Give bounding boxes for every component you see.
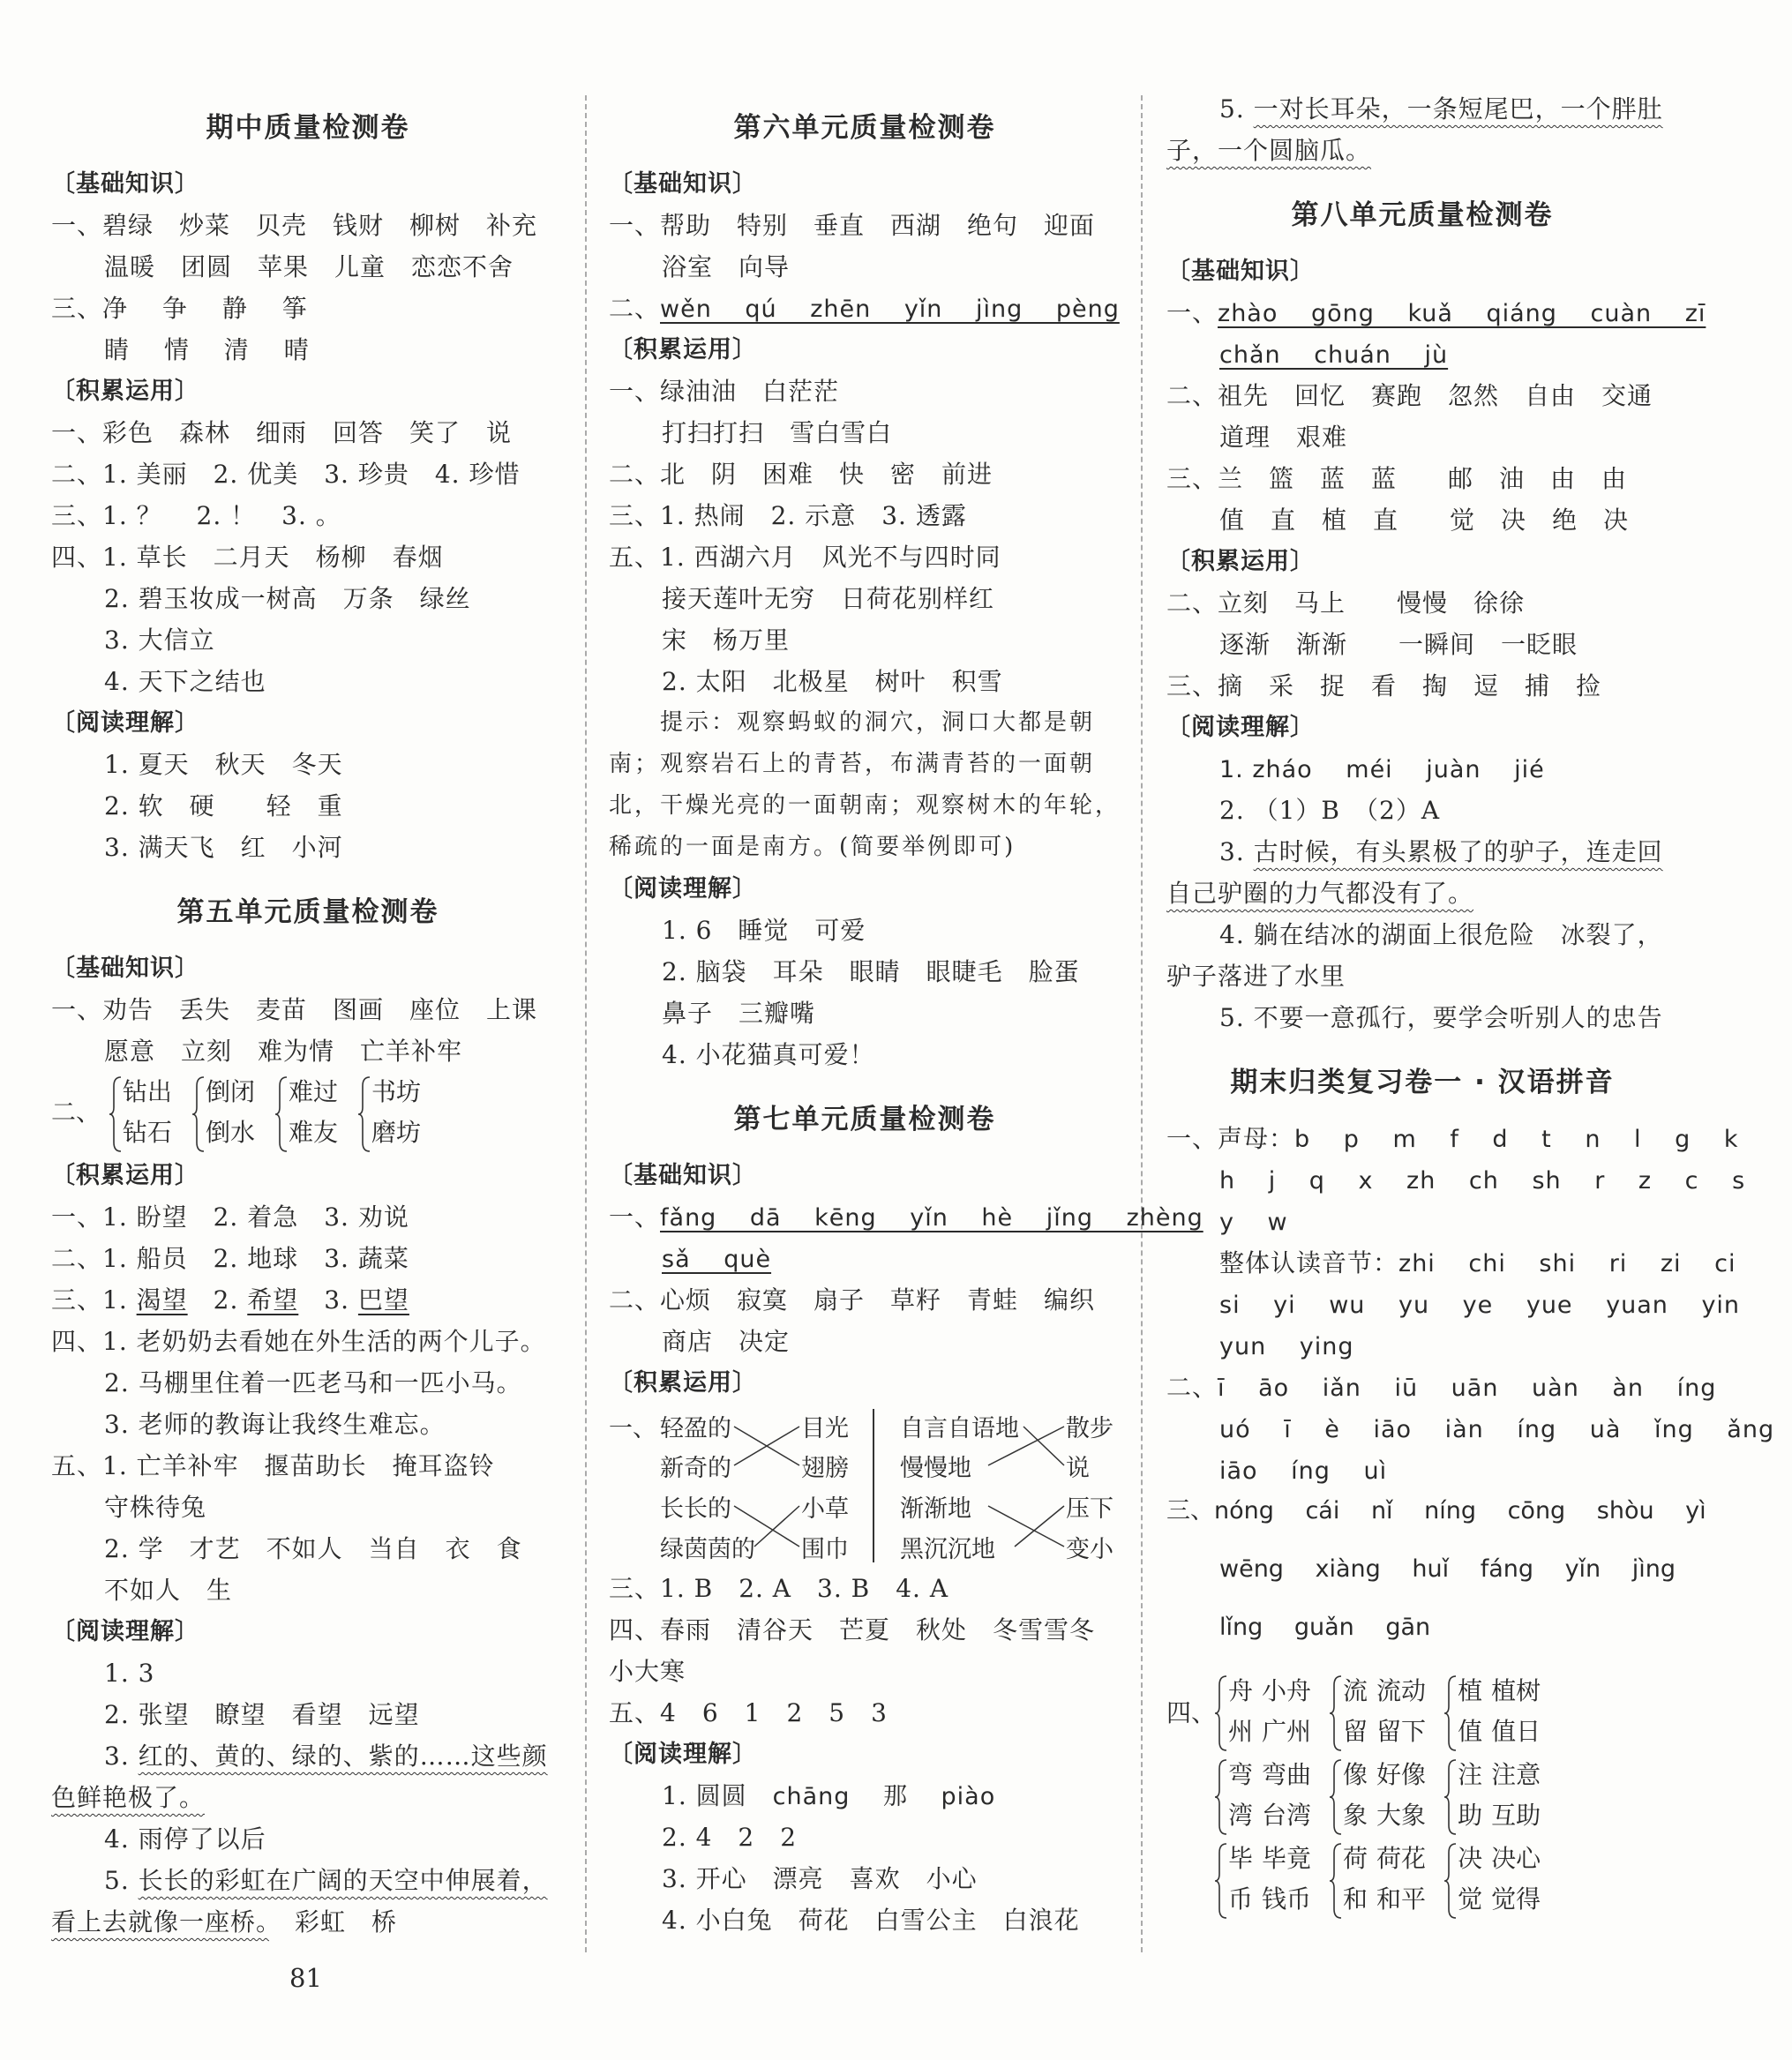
- word-pair: [1329, 1671, 1368, 1752]
- pair-item: 值: [1458, 1717, 1483, 1746]
- answer-line: 二、北 阴 困难 快 密 前进: [609, 460, 993, 489]
- answer-line: 二、wěn qú zhēn yǐn jìng pèng: [609, 294, 1120, 323]
- answer-line: 2. 脑袋 耳朵 眼睛 眼睫毛 脸蛋: [662, 957, 1080, 986]
- answer-line: 守株待兔: [104, 1493, 207, 1522]
- pinyin-text: wēng xiàng huǐ fáng yǐn jìng: [1219, 1555, 1676, 1583]
- answer-line: 五、4 6 1 2 5 3: [609, 1698, 888, 1727]
- pinyin-text: fǎng dā kēng yǐn hè jǐng zhèng: [660, 1204, 1203, 1232]
- answer-line: 2. （1）B （2）A: [1219, 796, 1441, 825]
- word-pair: [1443, 1839, 1482, 1920]
- answer-line: 3. 大信立: [104, 625, 215, 655]
- answer-line: 4. 小花猫真可爱！: [662, 1040, 875, 1069]
- answer-line: 五、1. 西湖六月 风光不与四时同: [609, 543, 1001, 572]
- pair-item: 觉得: [1491, 1884, 1541, 1914]
- answer-line: 接天莲叶无穷 日荷花别样红: [662, 584, 995, 613]
- answer-line: 一、碧绿 炒菜 贝壳 钱财 柳树 补充: [51, 211, 538, 240]
- pinyin-text: nóng cái nǐ níng cōng shòu yì: [1214, 1497, 1706, 1524]
- match-item: 慢慢地: [900, 1455, 971, 1482]
- answer-line: 2. 4 2 2: [662, 1823, 798, 1852]
- match-item: 翅膀: [801, 1455, 849, 1482]
- answer-line: 5. 一对长耳朵，一条短尾巴，一个胖肚: [1219, 94, 1663, 124]
- answer-line: 二、ī āo iǎn iū uān uàn àn íng: [1166, 1373, 1717, 1402]
- pair-item: 好像: [1376, 1760, 1427, 1789]
- pair-item: 钱币: [1262, 1884, 1312, 1914]
- word-pair: [1329, 1839, 1368, 1920]
- pair-item: 州: [1228, 1717, 1254, 1746]
- answer-line: 3. 开心 漂亮 喜欢 小心: [662, 1864, 978, 1893]
- pinyin-text: b p m f d t n l g k: [1294, 1126, 1739, 1153]
- answer-line: 5. 不要一意孤行，要学会听别人的忠告: [1219, 1003, 1663, 1032]
- pinyin-text: chǎn chuán jù: [1219, 341, 1449, 369]
- answer-line: 3. 满天飞 红 小河: [104, 833, 343, 862]
- pinyin-text: ī āo iǎn iū uān uàn àn íng: [1218, 1375, 1717, 1402]
- pair-words: [1376, 1755, 1426, 1836]
- pair-item: 币: [1228, 1884, 1254, 1914]
- match-item: 目光: [801, 1415, 849, 1442]
- brace-icon: [1443, 1671, 1458, 1752]
- pair-item: 决心: [1491, 1844, 1541, 1873]
- match-item: 说: [1066, 1455, 1090, 1482]
- hint-text: 稀疏的一面是南方。(简要举例即可): [609, 834, 1016, 860]
- word-pair: [109, 1072, 172, 1153]
- match-item: 围巾: [801, 1536, 849, 1563]
- groups-row: [1166, 1671, 1678, 1755]
- pair-item: 觉: [1458, 1884, 1483, 1914]
- subsection-heading: 〔积累运用〕: [51, 378, 199, 405]
- pair-item: 注: [1458, 1760, 1483, 1789]
- pairs-label: 二、: [51, 1097, 101, 1127]
- answer-line: [1166, 1325, 1678, 1367]
- pair-item: 和平: [1376, 1884, 1427, 1914]
- column-2: [609, 84, 1203, 1941]
- answer-line: 一、劝告 丢失 麦苗 图画 座位 上课: [51, 995, 538, 1024]
- word-pair: [357, 1072, 421, 1153]
- pair-item: 小舟: [1262, 1676, 1312, 1705]
- section-title-midterm: 期中质量检测卷: [206, 112, 410, 144]
- pinyin-text: wěn qú zhēn yǐn jìng pèng: [660, 296, 1120, 323]
- tone-mark-row: [1166, 1607, 1678, 1666]
- subsection-heading: 〔积累运用〕: [609, 1369, 757, 1397]
- pair-item: 留: [1343, 1717, 1368, 1746]
- pair-item: 毕: [1228, 1844, 1254, 1873]
- hint-text: 南；观察岩石上的青苔，布满青苔的一面朝: [609, 751, 1096, 777]
- pair-item: 植: [1458, 1676, 1483, 1705]
- answer-line: 值 直 植 直 觉 决 绝 决: [1219, 506, 1630, 535]
- pair-item: 弯曲: [1262, 1760, 1312, 1789]
- pair-item: 倒水: [205, 1118, 255, 1147]
- answer-line: 三、1. 热闹 2. 示意 3. 透露: [609, 501, 967, 530]
- answer-line: 小大寒: [609, 1657, 686, 1686]
- column-divider-2: [1141, 95, 1143, 1952]
- pinyin-text: iāo íng uì: [1219, 1457, 1388, 1485]
- word-pair: [274, 1072, 338, 1153]
- answer-line: [609, 1238, 1121, 1279]
- answer-line: [1166, 1449, 1678, 1491]
- answer-line: 5. 长长的彩虹在广阔的天空中伸展着，: [104, 1866, 548, 1895]
- pair-item: 倒闭: [205, 1077, 255, 1106]
- answer-line: 睛 情 清 晴: [104, 335, 310, 364]
- section-title-unit8: 第八单元质量检测卷: [1291, 199, 1554, 231]
- answer-line: 一、帮助 特别 垂直 西湖 绝句 迎面: [609, 211, 1096, 240]
- pair-item: 钻石: [122, 1118, 172, 1147]
- answer-line: [1166, 1408, 1775, 1449]
- subsection-heading: 〔阅读理解〕: [609, 875, 757, 903]
- word-pair: [1214, 1671, 1253, 1752]
- word-pair: [1443, 1755, 1482, 1836]
- pair-words: [1262, 1839, 1311, 1920]
- pair-item: 留下: [1376, 1717, 1427, 1746]
- answer-line: 一、1. 盼望 2. 着急 3. 劝说: [51, 1202, 409, 1232]
- wavy-underlined-text: 色鲜艳极了。: [51, 1783, 206, 1812]
- subsection-heading: 〔基础知识〕: [51, 170, 199, 198]
- page-number: 81: [289, 1963, 322, 1993]
- answer-line: 打扫打扫 雪白雪白: [662, 418, 893, 447]
- answer-line: [1166, 1284, 1741, 1325]
- answer-line: [1166, 333, 1678, 375]
- wavy-underlined-text: 古时候，有头累极了的驴子，连走回: [1253, 837, 1663, 866]
- answer-line: 不如人 生: [104, 1576, 233, 1605]
- match-item: 变小: [1066, 1536, 1113, 1563]
- pair-item: 和: [1343, 1884, 1368, 1914]
- answer-line: 4. 雨停了以后: [104, 1824, 266, 1854]
- answer-line: 浴室 向导: [662, 252, 791, 281]
- wavy-underlined-text: 红的、黄的、绿的、紫的……这些颜: [138, 1742, 548, 1771]
- wavy-underlined-text: 自己驴圈的力气都没有了。: [1166, 879, 1474, 908]
- match-item: 新奇的: [660, 1455, 731, 1482]
- brace-icon: [1329, 1839, 1343, 1920]
- pinyin-text: uó ī è iāo iàn íng uà ǐng ǎng: [1219, 1416, 1775, 1443]
- groups-row: [1166, 1755, 1678, 1839]
- word-pair: [191, 1072, 255, 1153]
- brace-icon: [1214, 1671, 1228, 1752]
- pair-item: 荷: [1343, 1844, 1368, 1873]
- pair-item: 值日: [1491, 1717, 1541, 1746]
- pair-item: 流: [1343, 1676, 1368, 1705]
- answer-line: 三、1. 渴望 2. 希望 3. 巴望: [51, 1285, 409, 1315]
- column-divider-1: [585, 95, 587, 1952]
- pinyin-text: zhào gōng kuǎ qiáng cuàn zī: [1218, 300, 1706, 327]
- answer-line: 五、1. 亡羊补牢 揠苗助长 掩耳盗铃: [51, 1451, 495, 1480]
- answer-line: 3. 红的、黄的、绿的、紫的……这些颜: [104, 1742, 548, 1771]
- pair-words: [1491, 1839, 1541, 1920]
- groups-label: 四、: [1166, 1698, 1217, 1727]
- answer-line: 三、兰 篮 蓝 蓝 邮 油 由 由: [1166, 464, 1628, 493]
- answer-line: 二、1. 船员 2. 地球 3. 蔬菜: [51, 1244, 409, 1273]
- pair-item: 磨坊: [371, 1118, 421, 1147]
- homophone-groups: [1166, 1671, 1678, 1922]
- answer-line: [1166, 1159, 1746, 1201]
- answer-line: 看上去就像一座桥。 彩虹 桥: [51, 1907, 398, 1936]
- brace-icon: [1443, 1755, 1458, 1836]
- answer-line: 3. 老师的教诲让我终生难忘。: [104, 1410, 446, 1439]
- matching-exercise: [609, 1404, 1121, 1568]
- tone-mark-row: [1166, 1549, 1678, 1607]
- hint-text: 提示：观察蚂蚁的洞穴，洞口大都是朝: [609, 709, 1096, 736]
- pair-item: 台湾: [1262, 1801, 1312, 1830]
- pair-item: 钻出: [122, 1077, 172, 1106]
- brace-icon: [1329, 1671, 1343, 1752]
- subsection-heading: 〔阅读理解〕: [1166, 714, 1315, 741]
- pair-words: [1491, 1671, 1541, 1752]
- answer-line: 四、1. 老奶奶去看她在外生活的两个儿子。: [51, 1327, 546, 1356]
- answer-line: 四、1. 草长 二月天 杨柳 春烟: [51, 543, 444, 572]
- answer-line: 3. 古时候，有头累极了的驴子，连走回: [1219, 837, 1663, 866]
- pair-item: 大象: [1376, 1801, 1427, 1830]
- answer-line: [51, 1777, 565, 1818]
- match-item: 绿茵茵的: [660, 1536, 755, 1563]
- section-title-unit7: 第七单元质量检测卷: [733, 1104, 996, 1135]
- pair-item: 难过: [288, 1077, 338, 1106]
- underlined-word: 渴望: [136, 1285, 188, 1315]
- column-3: [1166, 88, 1775, 1922]
- answer-line: 宋 杨万里: [662, 625, 791, 655]
- pair-words: [1376, 1839, 1426, 1920]
- match-item: 轻盈的: [660, 1415, 731, 1442]
- pair-item: 流动: [1376, 1676, 1427, 1705]
- pair-item: 决: [1458, 1844, 1483, 1873]
- answer-line: 1. 6 睡觉 可爱: [662, 916, 866, 945]
- match-item: 散步: [1066, 1415, 1113, 1442]
- answer-line: 鼻子 三瓣嘴: [662, 999, 816, 1028]
- word-pair: [1214, 1755, 1253, 1836]
- answer-line: 4. 小白兔 荷花 白雪公主 白浪花: [662, 1906, 1080, 1935]
- answer-line: 2. 张望 瞭望 看望 远望: [104, 1700, 420, 1729]
- section-title-unit5: 第五单元质量检测卷: [176, 896, 439, 928]
- brace-icon: [357, 1072, 371, 1153]
- answer-line: 1. 夏天 秋天 冬天: [104, 750, 343, 779]
- pair-item: 湾: [1228, 1801, 1254, 1830]
- answer-line: [1166, 130, 1678, 171]
- pair-item: 荷花: [1376, 1844, 1427, 1873]
- answer-line: 1. 圆圆 chāng 那 piào: [662, 1781, 996, 1810]
- brace-icon: [1329, 1755, 1343, 1836]
- pair-words: [1376, 1671, 1426, 1752]
- answer-line: 一、绿油油 白茫茫: [609, 377, 840, 406]
- answer-line: 三、1. B 2. A 3. B 4. A: [609, 1574, 949, 1603]
- wavy-underlined-text: 子，一个圆脑瓜。: [1166, 136, 1372, 165]
- pinyin-text: chāng 那 piào: [772, 1783, 996, 1810]
- answer-line: 四、春雨 清谷天 芒夏 秋处 冬雪雪冬: [609, 1615, 1096, 1644]
- match-item: 压下: [1066, 1495, 1113, 1523]
- word-pair: [1443, 1671, 1482, 1752]
- pinyin-text: y w: [1219, 1209, 1288, 1236]
- subsection-heading: 〔积累运用〕: [51, 1162, 199, 1189]
- answer-line: 4. 躺在结冰的湖面上很危险 冰裂了，: [1219, 920, 1663, 949]
- pair-item: 毕竟: [1262, 1844, 1312, 1873]
- underlined-word: 希望: [247, 1285, 299, 1315]
- wavy-underlined-text: 长长的彩虹在广阔的天空中伸展着，: [138, 1866, 548, 1895]
- answer-line: 逐渐 渐渐 一瞬间 一眨眼: [1219, 630, 1578, 659]
- subsection-heading: 〔积累运用〕: [609, 336, 757, 363]
- match-item: 黑沉沉地: [900, 1536, 995, 1563]
- answer-line: 二、祖先 回忆 赛跑 忽然 自由 交通: [1166, 381, 1653, 410]
- pair-item: 弯: [1228, 1760, 1254, 1789]
- brace-icon: [1214, 1839, 1228, 1920]
- matching-lines: [609, 1404, 1121, 1568]
- match-label: 一、: [609, 1415, 656, 1442]
- answer-line: [1166, 1201, 1678, 1242]
- answer-line: 2. 太阳 北极星 树叶 积雪: [662, 667, 1003, 696]
- pair-words: [1262, 1671, 1311, 1752]
- answer-line: 驴子落进了水里: [1166, 962, 1346, 991]
- word-pair: [1214, 1839, 1253, 1920]
- pinyin-text: yun ying: [1219, 1333, 1354, 1360]
- subsection-heading: 〔阅读理解〕: [51, 709, 199, 737]
- answer-line: 4. 天下之结也: [104, 667, 266, 696]
- pinyin-text: h j q x zh ch sh r z c s: [1219, 1167, 1746, 1195]
- answer-line: 二、1. 美丽 2. 优美 3. 珍贵 4. 珍惜: [51, 460, 521, 489]
- section-title-final: 期末归类复习卷一 · 汉语拼音: [1230, 1067, 1615, 1098]
- pinyin-text: 1. zháo méi juàn jié: [1219, 756, 1545, 783]
- pair-item: 注意: [1491, 1760, 1541, 1789]
- subsection-heading: 〔积累运用〕: [1166, 548, 1315, 575]
- answer-line: 1. 3: [104, 1659, 155, 1688]
- answer-line: 二、立刻 马上 慢慢 徐徐: [1166, 588, 1526, 618]
- answer-line: 2. 马棚里住着一匹老马和一匹小马。: [104, 1368, 522, 1397]
- pair-item: 像: [1343, 1760, 1368, 1789]
- answer-line: 道理 艰难: [1219, 423, 1348, 452]
- answer-line: [1166, 873, 1678, 914]
- pinyin-text: lǐng guǎn gān: [1219, 1614, 1431, 1641]
- column-1: [51, 84, 565, 1943]
- tone-mark-row: 三、nóng cái nǐ níng cōng shòu yì: [1166, 1497, 1706, 1524]
- brace-icon: [1214, 1755, 1228, 1836]
- answer-line: 一、声母：b p m f d t n l g k: [1166, 1124, 1739, 1153]
- wavy-underlined-text: 一对长耳朵，一条短尾巴，一个胖肚: [1253, 94, 1663, 124]
- groups-row: [1166, 1839, 1678, 1922]
- hint-text: 北，干燥光亮的一面朝南；观察树木的年轮，: [609, 792, 1121, 819]
- subsection-heading: 〔阅读理解〕: [609, 1741, 757, 1768]
- subsection-heading: 〔基础知识〕: [1166, 258, 1315, 285]
- match-item: 自言自语地: [900, 1415, 1019, 1442]
- pinyin-text: zhi chi shi ri zi ci: [1398, 1250, 1736, 1277]
- answer-line: 二、心烦 寂寞 扇子 草籽 青蛙 编织: [609, 1285, 1096, 1315]
- word-pairs: [51, 1072, 565, 1155]
- pair-item: 舟: [1228, 1676, 1254, 1705]
- subsection-heading: 〔基础知识〕: [609, 170, 757, 198]
- brace-icon: [109, 1072, 123, 1153]
- answer-line: 三、1. ？ 2. ！ 3. 。: [51, 501, 341, 530]
- pair-item: 难友: [288, 1118, 338, 1147]
- answer-line: 商店 决定: [662, 1327, 791, 1356]
- subsection-heading: 〔基础知识〕: [609, 1162, 757, 1189]
- pair-item: 植树: [1491, 1676, 1541, 1705]
- answer-line: 一、彩色 森林 细雨 回答 笑了 说: [51, 418, 513, 447]
- section-title-unit6: 第六单元质量检测卷: [733, 112, 996, 144]
- pair-item: 互助: [1491, 1801, 1541, 1830]
- pinyin-text: si yi wu yu ye yue yuan yin: [1219, 1292, 1741, 1319]
- answer-line: 一、zhào gōng kuǎ qiáng cuàn zī: [1166, 298, 1706, 327]
- pinyin-text: sǎ què: [662, 1246, 772, 1273]
- brace-icon: [191, 1072, 206, 1153]
- pair-item: 象: [1343, 1801, 1368, 1830]
- subsection-heading: 〔基础知识〕: [51, 955, 199, 982]
- answer-line: 2. 学 才艺 不如人 当自 衣 食: [104, 1534, 522, 1563]
- brace-icon: [274, 1072, 289, 1153]
- answer-line: 2. 碧玉妆成一树高 万条 绿丝: [104, 584, 471, 613]
- answer-line: 温暖 团圆 苹果 儿童 恋恋不舍: [104, 252, 514, 281]
- pair-words: [1491, 1755, 1541, 1836]
- match-item: 渐渐地: [900, 1495, 971, 1523]
- match-item: 小草: [801, 1495, 849, 1523]
- answer-line: 一、fǎng dā kēng yǐn hè jǐng zhèng: [609, 1202, 1203, 1232]
- pair-item: 广州: [1262, 1717, 1312, 1746]
- underlined-word: 巴望: [357, 1285, 409, 1315]
- subsection-heading: 〔阅读理解〕: [51, 1618, 199, 1645]
- answer-line: 三、摘 采 捉 看 掏 逗 捕 捡: [1166, 671, 1602, 700]
- answer-line: 2. 软 硬 轻 重: [104, 791, 343, 820]
- answer-line: 愿意 立刻 难为情 亡羊补牢: [104, 1037, 463, 1066]
- match-item: 长长的: [660, 1495, 731, 1523]
- brace-icon: [1443, 1839, 1458, 1920]
- word-pair: [1329, 1755, 1368, 1836]
- answer-line: [1166, 748, 1678, 790]
- answer-line: 三、净 争 静 筝: [51, 294, 308, 323]
- wavy-underlined-text: 看上去就像一座桥。: [51, 1907, 270, 1936]
- answer-line: 整体认读音节：zhi chi shi ri zi ci: [1219, 1248, 1736, 1277]
- pair-item: 助: [1458, 1801, 1483, 1830]
- pair-item: 书坊: [371, 1077, 421, 1106]
- pair-words: [1262, 1755, 1311, 1836]
